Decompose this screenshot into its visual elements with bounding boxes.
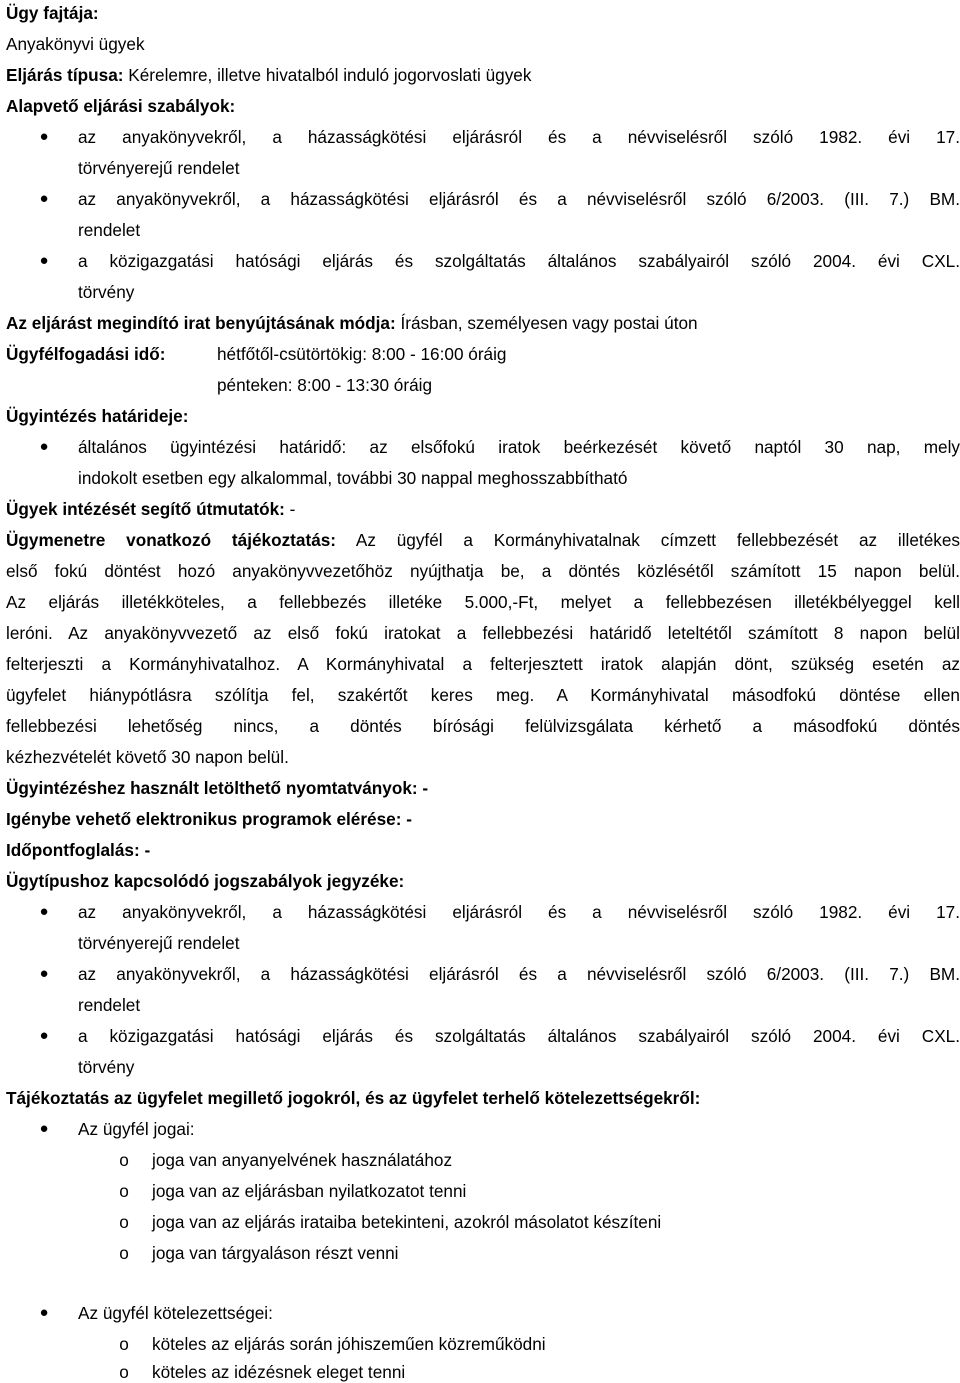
duty-item-2: köteles az idézésnek eleget tenni bbox=[152, 1362, 406, 1382]
deadline-line1: általános ügyintézési határidő: az elsőfokú iratok beérkezését követő naptól 30 nap, mely bbox=[78, 437, 960, 457]
submission-label: Az eljárást megindító irat benyújtásának módja: bbox=[6, 313, 396, 333]
basic-rule-item-1-line1: az anyakönyvekről, a házasságkötési eljárásról és a névviselésről szóló 1982. évi 17. bbox=[78, 127, 960, 147]
rights-label: Az ügyfél jogai: bbox=[78, 1119, 195, 1139]
case-type-heading: Ügy fajtája: bbox=[6, 3, 99, 23]
guides-label: Ügyek intézését segítő útmutatók: bbox=[6, 499, 285, 519]
process-info-line-6: ügyfelet hiánypótlásra szólítja fel, szakértőt keres meg. A Kormányhivatal másodfokú döntése ellen bbox=[6, 685, 960, 705]
legislation-item-2-line2: rendelet bbox=[78, 995, 141, 1015]
process-info-line-7: fellebbezési lehetőség nincs, a döntés bírósági felülvizsgálata kérhető a másodfokú döntés bbox=[6, 716, 960, 736]
guides-value: - bbox=[284, 499, 296, 519]
process-info-first-rest: Az ügyfél a Kormányhivatalnak címzett fellebbezését az illetékes bbox=[336, 530, 960, 550]
process-info-line-1 bbox=[6, 530, 960, 550]
process-info-line-4: leróni. Az anyakönyvvezető az első fokú iratokat a fellebbezési határidő leteltétől számított 8 napon belül bbox=[6, 623, 960, 643]
procedure-type-label: Eljárás típusa: bbox=[6, 65, 124, 85]
bullet-icon: ● bbox=[39, 438, 49, 455]
legislation-item-3-line2: törvény bbox=[78, 1057, 135, 1077]
right-item-4: joga van tárgyaláson részt venni bbox=[152, 1243, 399, 1263]
sub-bullet-icon: o bbox=[119, 1212, 129, 1232]
process-info-line-5: felterjeszti a Kormányhivatalhoz. A Kormányhivatal a felterjesztett iratok alapján dönt, szükség esetén az bbox=[6, 654, 960, 674]
bullet-icon: ● bbox=[39, 128, 49, 145]
rights-duties-heading: Tájékoztatás az ügyfelet megillető jogokról, és az ügyfelet terhelő kötelezettségekről: bbox=[6, 1088, 701, 1108]
bullet-icon: ● bbox=[39, 252, 49, 269]
office-hours-label: Ügyfélfogadási idő: bbox=[6, 344, 166, 364]
bullet-icon: ● bbox=[39, 1304, 49, 1321]
right-item-1: joga van anyanyelvének használatához bbox=[152, 1150, 453, 1170]
legislation-item-1-line1: az anyakönyvekről, a házasságkötési eljárásról és a névviselésről szóló 1982. évi 17. bbox=[78, 902, 960, 922]
right-item-2: joga van az eljárásban nyilatkozatot tenni bbox=[152, 1181, 467, 1201]
sub-bullet-icon: o bbox=[119, 1150, 129, 1170]
process-info-line-2: első fokú döntést hozó anyakönyvvezetőhöz nyújthatja be, a döntés közlésétől számított 15 napon belül. bbox=[6, 561, 960, 581]
bullet-icon: ● bbox=[39, 903, 49, 920]
sub-bullet-icon: o bbox=[119, 1362, 129, 1382]
legislation-item-2-line1: az anyakönyvekről, a házasságkötési eljárásról és a névviselésről szóló 6/2003. (III. 7.) BM. bbox=[78, 964, 960, 984]
bullet-icon: ● bbox=[39, 1120, 49, 1137]
guides-line bbox=[6, 499, 295, 519]
procedure-type-line bbox=[6, 65, 531, 85]
legislation-item-3-line1: a közigazgatási hatósági eljárás és szolgáltatás általános szabályairól szóló 2004. évi CXL. bbox=[78, 1026, 960, 1046]
office-hours-weekdays: hétfőtől-csütörtökig: 8:00 - 16:00 óráig bbox=[217, 344, 507, 364]
procedure-type-value: Kérelemre, illetve hivatalból induló jogorvoslati ügyek bbox=[123, 65, 532, 85]
duty-item-1: köteles az eljárás során jóhiszeműen közreműködni bbox=[152, 1334, 546, 1354]
bullet-icon: ● bbox=[39, 190, 49, 207]
process-info-line-8: kézhezvételét követő 30 napon belül. bbox=[6, 747, 289, 767]
sub-bullet-icon: o bbox=[119, 1334, 129, 1354]
sub-bullet-icon: o bbox=[119, 1181, 129, 1201]
process-info-line-3: Az eljárás illetékköteles, a fellebbezés illetéke 5.000,-Ft, melyet a fellebbezésen illetékbélyeggel kell bbox=[6, 592, 960, 612]
submission-line bbox=[6, 313, 698, 333]
submission-value: Írásban, személyesen vagy postai úton bbox=[395, 313, 698, 333]
basic-rules-heading: Alapvető eljárási szabályok: bbox=[6, 96, 236, 116]
office-hours-friday: pénteken: 8:00 - 13:30 óráig bbox=[217, 375, 433, 395]
e-programs-line: Igénybe vehető elektronikus programok elérése: - bbox=[6, 809, 412, 829]
bullet-icon: ● bbox=[39, 965, 49, 982]
basic-rule-item-3-line2: törvény bbox=[78, 282, 135, 302]
deadline-line2: indokolt esetben egy alkalommal, további 30 nappal meghosszabbítható bbox=[78, 468, 628, 488]
legislation-item-1-line2: törvényerejű rendelet bbox=[78, 933, 240, 953]
legislation-heading: Ügytípushoz kapcsolódó jogszabályok jegyzéke: bbox=[6, 871, 405, 891]
basic-rule-item-2-line1: az anyakönyvekről, a házasságkötési eljárásról és a névviselésről szóló 6/2003. (III. 7.) BM. bbox=[78, 189, 960, 209]
bullet-icon: ● bbox=[39, 1027, 49, 1044]
basic-rule-item-3-line1: a közigazgatási hatósági eljárás és szolgáltatás általános szabályairól szóló 2004. évi CXL. bbox=[78, 251, 960, 271]
appointment-line: Időpontfoglalás: - bbox=[6, 840, 151, 860]
sub-bullet-icon: o bbox=[119, 1243, 129, 1263]
basic-rule-item-2-line2: rendelet bbox=[78, 220, 141, 240]
deadline-heading: Ügyintézés határideje: bbox=[6, 406, 189, 426]
right-item-3: joga van az eljárás irataiba betekinteni, azokról másolatot készíteni bbox=[152, 1212, 662, 1232]
basic-rule-item-1-line2: törvényerejű rendelet bbox=[78, 158, 240, 178]
case-type-value: Anyakönyvi ügyek bbox=[6, 34, 145, 54]
forms-line: Ügyintézéshez használt letölthető nyomtatványok: - bbox=[6, 778, 429, 798]
duties-label: Az ügyfél kötelezettségei: bbox=[78, 1303, 273, 1323]
process-info-label: Ügymenetre vonatkozó tájékoztatás: bbox=[6, 530, 337, 550]
